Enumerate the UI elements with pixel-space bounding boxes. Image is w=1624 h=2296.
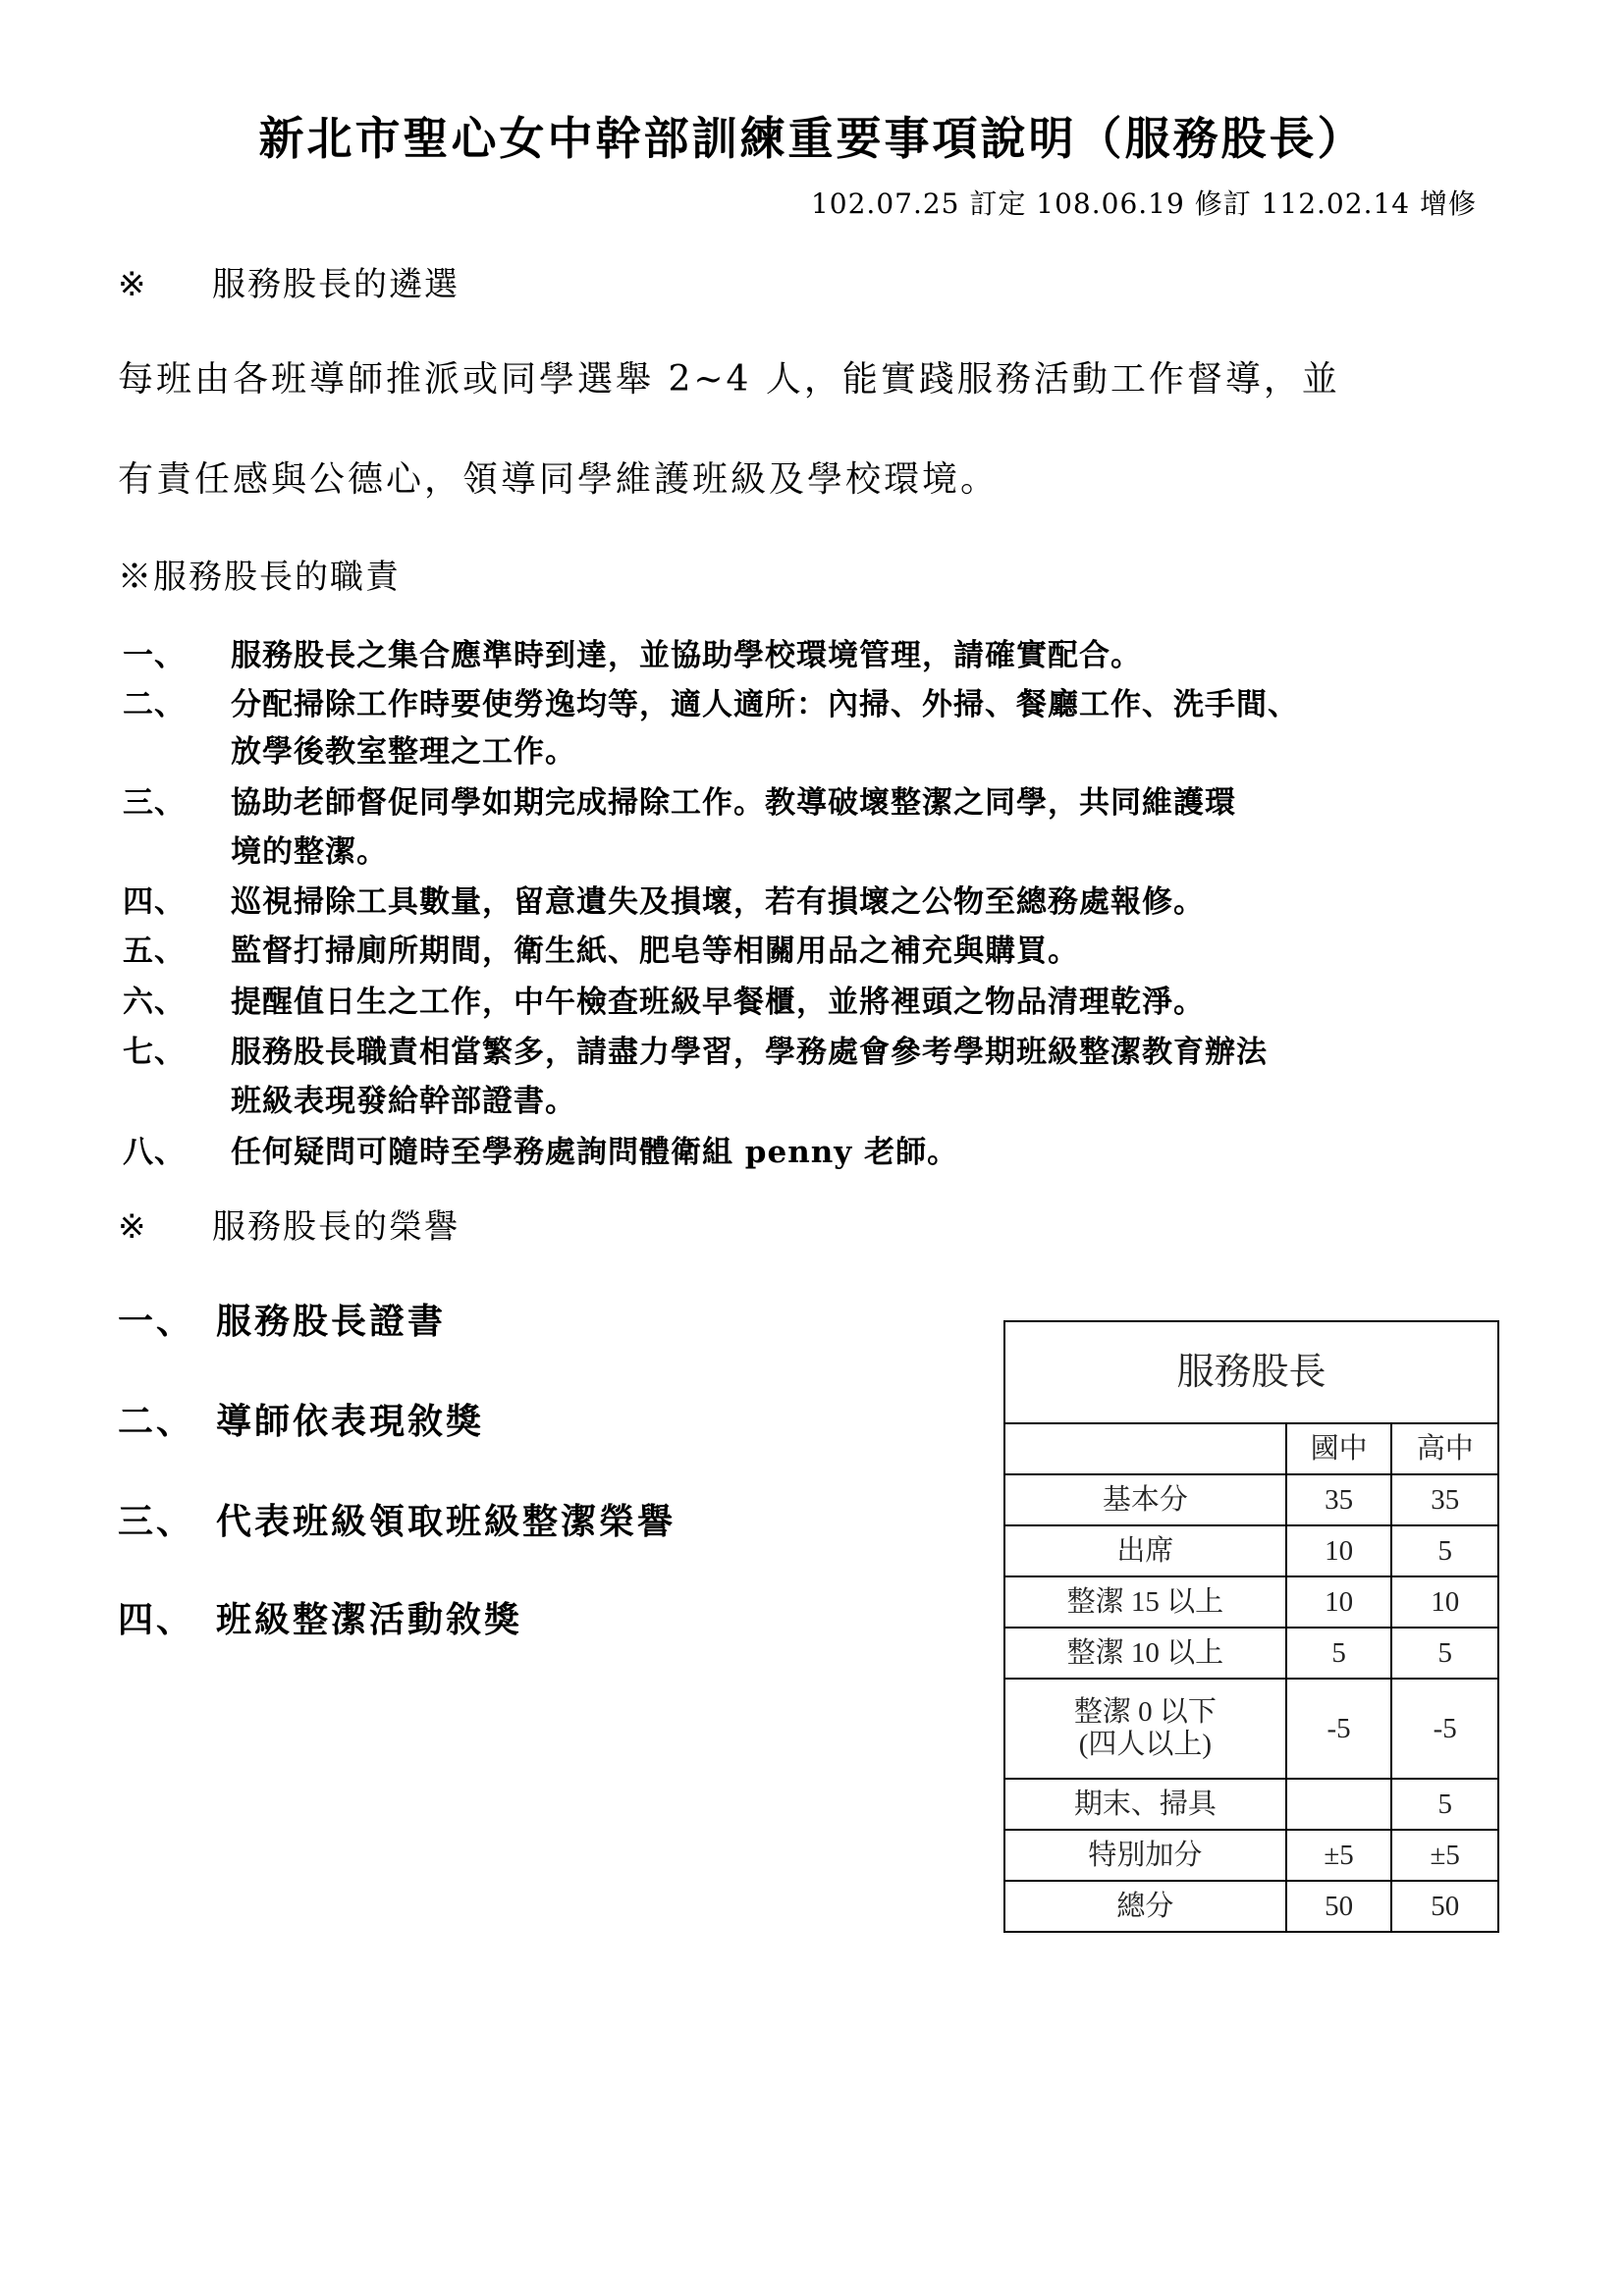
duty-text: 境的整潔。 [231,834,388,870]
table-header-row [1004,1423,1498,1474]
table-row [1004,1779,1498,1830]
honor-text: 導師依表現敘獎 [216,1401,485,1442]
table-cell-senior: 5 [1391,1525,1498,1576]
table-cell-senior: 35 [1391,1474,1498,1525]
honors-heading-text: 服務股長的榮譽 [212,1207,460,1247]
duties-heading: ※服務股長的職責 [118,558,401,597]
table-cell-item: 整潔 15 以上 [1004,1576,1286,1628]
selection-paragraph-line-2: 有責任感與公德心，領導同學維護班級及學校環境。 [118,459,1000,500]
table-header-cell: 國中 [1286,1423,1392,1474]
page-title: 新北市聖心女中幹部訓練重要事項說明（服務股長） [258,112,1366,165]
duty-text: 協助老師督促同學如期完成掃除工作。教導破壞整潔之同學，共同維護環 [231,785,1236,821]
duty-text: 服務股長職責相當繁多，請盡力學習，學務處會參考學期班級整潔教育辦法 [231,1035,1268,1070]
reference-mark: ※ [118,265,148,304]
honor-number: 三、 [118,1501,195,1542]
table-cell-senior: 5 [1391,1628,1498,1679]
duty-number: 七、 [123,1035,186,1070]
honor-number: 二、 [118,1401,195,1442]
duty-text: 巡視掃除工具數量，留意遺失及損壞，若有損壞之公物至總務處報修。 [231,884,1205,920]
table-cell-senior: ±5 [1391,1830,1498,1881]
duty-text: 服務股長之集合應準時到達，並協助學校環境管理，請確實配合。 [231,638,1142,673]
duty-number: 六、 [123,985,186,1020]
table-row [1004,1830,1498,1881]
table-header-cell [1004,1423,1286,1474]
reference-mark: ※ [118,1207,148,1247]
table-header-cell: 高中 [1391,1423,1498,1474]
table-row [1004,1525,1498,1576]
table-row [1004,1576,1498,1628]
table-cell-senior: 10 [1391,1576,1498,1628]
table-cell-junior: 5 [1286,1628,1392,1679]
table-cell-senior: 5 [1391,1779,1498,1830]
table-cell-item-line-1: 整潔 0 以下 [1073,1696,1217,1728]
honor-item [118,1294,446,1344]
honor-item [118,1494,676,1544]
table-cell-item: 基本分 [1004,1474,1286,1525]
table-cell-item-line-2: (四人以上) [1078,1729,1213,1760]
selection-heading-text: 服務股長的遴選 [212,265,460,304]
table-cell-junior: 10 [1286,1525,1392,1576]
honor-number: 四、 [118,1599,195,1640]
honor-item [118,1592,522,1642]
honor-text: 服務股長證書 [216,1301,447,1342]
honor-item [118,1394,484,1444]
table-cell-senior: 50 [1391,1881,1498,1932]
table-cell-junior: 10 [1286,1576,1392,1628]
honor-text: 班級整潔活動敘獎 [216,1599,523,1640]
table-row [1004,1628,1498,1679]
table-cell-item [1004,1679,1286,1779]
table-cell-item: 整潔 10 以上 [1004,1628,1286,1679]
table-cell-junior: ±5 [1286,1830,1392,1881]
duty-text: 分配掃除工作時要使勞逸均等，適人適所：內掃、外掃、餐廳工作、洗手間、 [231,687,1299,722]
duty-number: 三、 [123,785,186,821]
duty-text: 監督打掃廁所期間，衛生紙、肥皂等相關用品之補充與購買。 [231,934,1079,969]
duty-text: 班級表現發給幹部證書。 [231,1084,576,1119]
duty-text: 任何疑問可隨時至學務處詢問體衛組 penny 老師。 [231,1135,959,1170]
table-cell-item: 總分 [1004,1881,1286,1932]
table-cell-item: 出席 [1004,1525,1286,1576]
selection-heading [118,257,460,305]
duty-text: 放學後教室整理之工作。 [231,734,576,770]
table-cell-junior: 35 [1286,1474,1392,1525]
table-cell-junior: -5 [1286,1679,1392,1779]
duty-number: 一、 [123,638,186,673]
selection-paragraph-line-1: 每班由各班導師推派或同學選舉 2~4 人，能實踐服務活動工作督導，並 [118,359,1340,400]
table-cell-junior: 50 [1286,1881,1392,1932]
duty-number: 八、 [123,1135,186,1170]
table-caption: 服務股長 [1004,1321,1498,1423]
table-cell-item: 期末、掃具 [1004,1779,1286,1830]
honor-number: 一、 [118,1301,195,1342]
score-table [1003,1320,1499,1933]
honor-text: 代表班級領取班級整潔榮譽 [216,1501,677,1542]
duty-number: 二、 [123,687,186,722]
revision-dates: 102.07.25 訂定 108.06.19 修訂 112.02.14 增修 [810,187,1477,220]
table-cell-item: 特別加分 [1004,1830,1286,1881]
honors-heading [118,1200,460,1248]
duty-number: 五、 [123,934,186,969]
table-cell-senior: -5 [1391,1679,1498,1779]
table-row [1004,1679,1498,1779]
table-row [1004,1881,1498,1932]
duty-number: 四、 [123,884,186,920]
duty-text: 提醒值日生之工作，中午檢查班級早餐櫃，並將裡頭之物品清理乾淨。 [231,985,1205,1020]
table-cell-junior [1286,1779,1392,1830]
table-row [1004,1474,1498,1525]
